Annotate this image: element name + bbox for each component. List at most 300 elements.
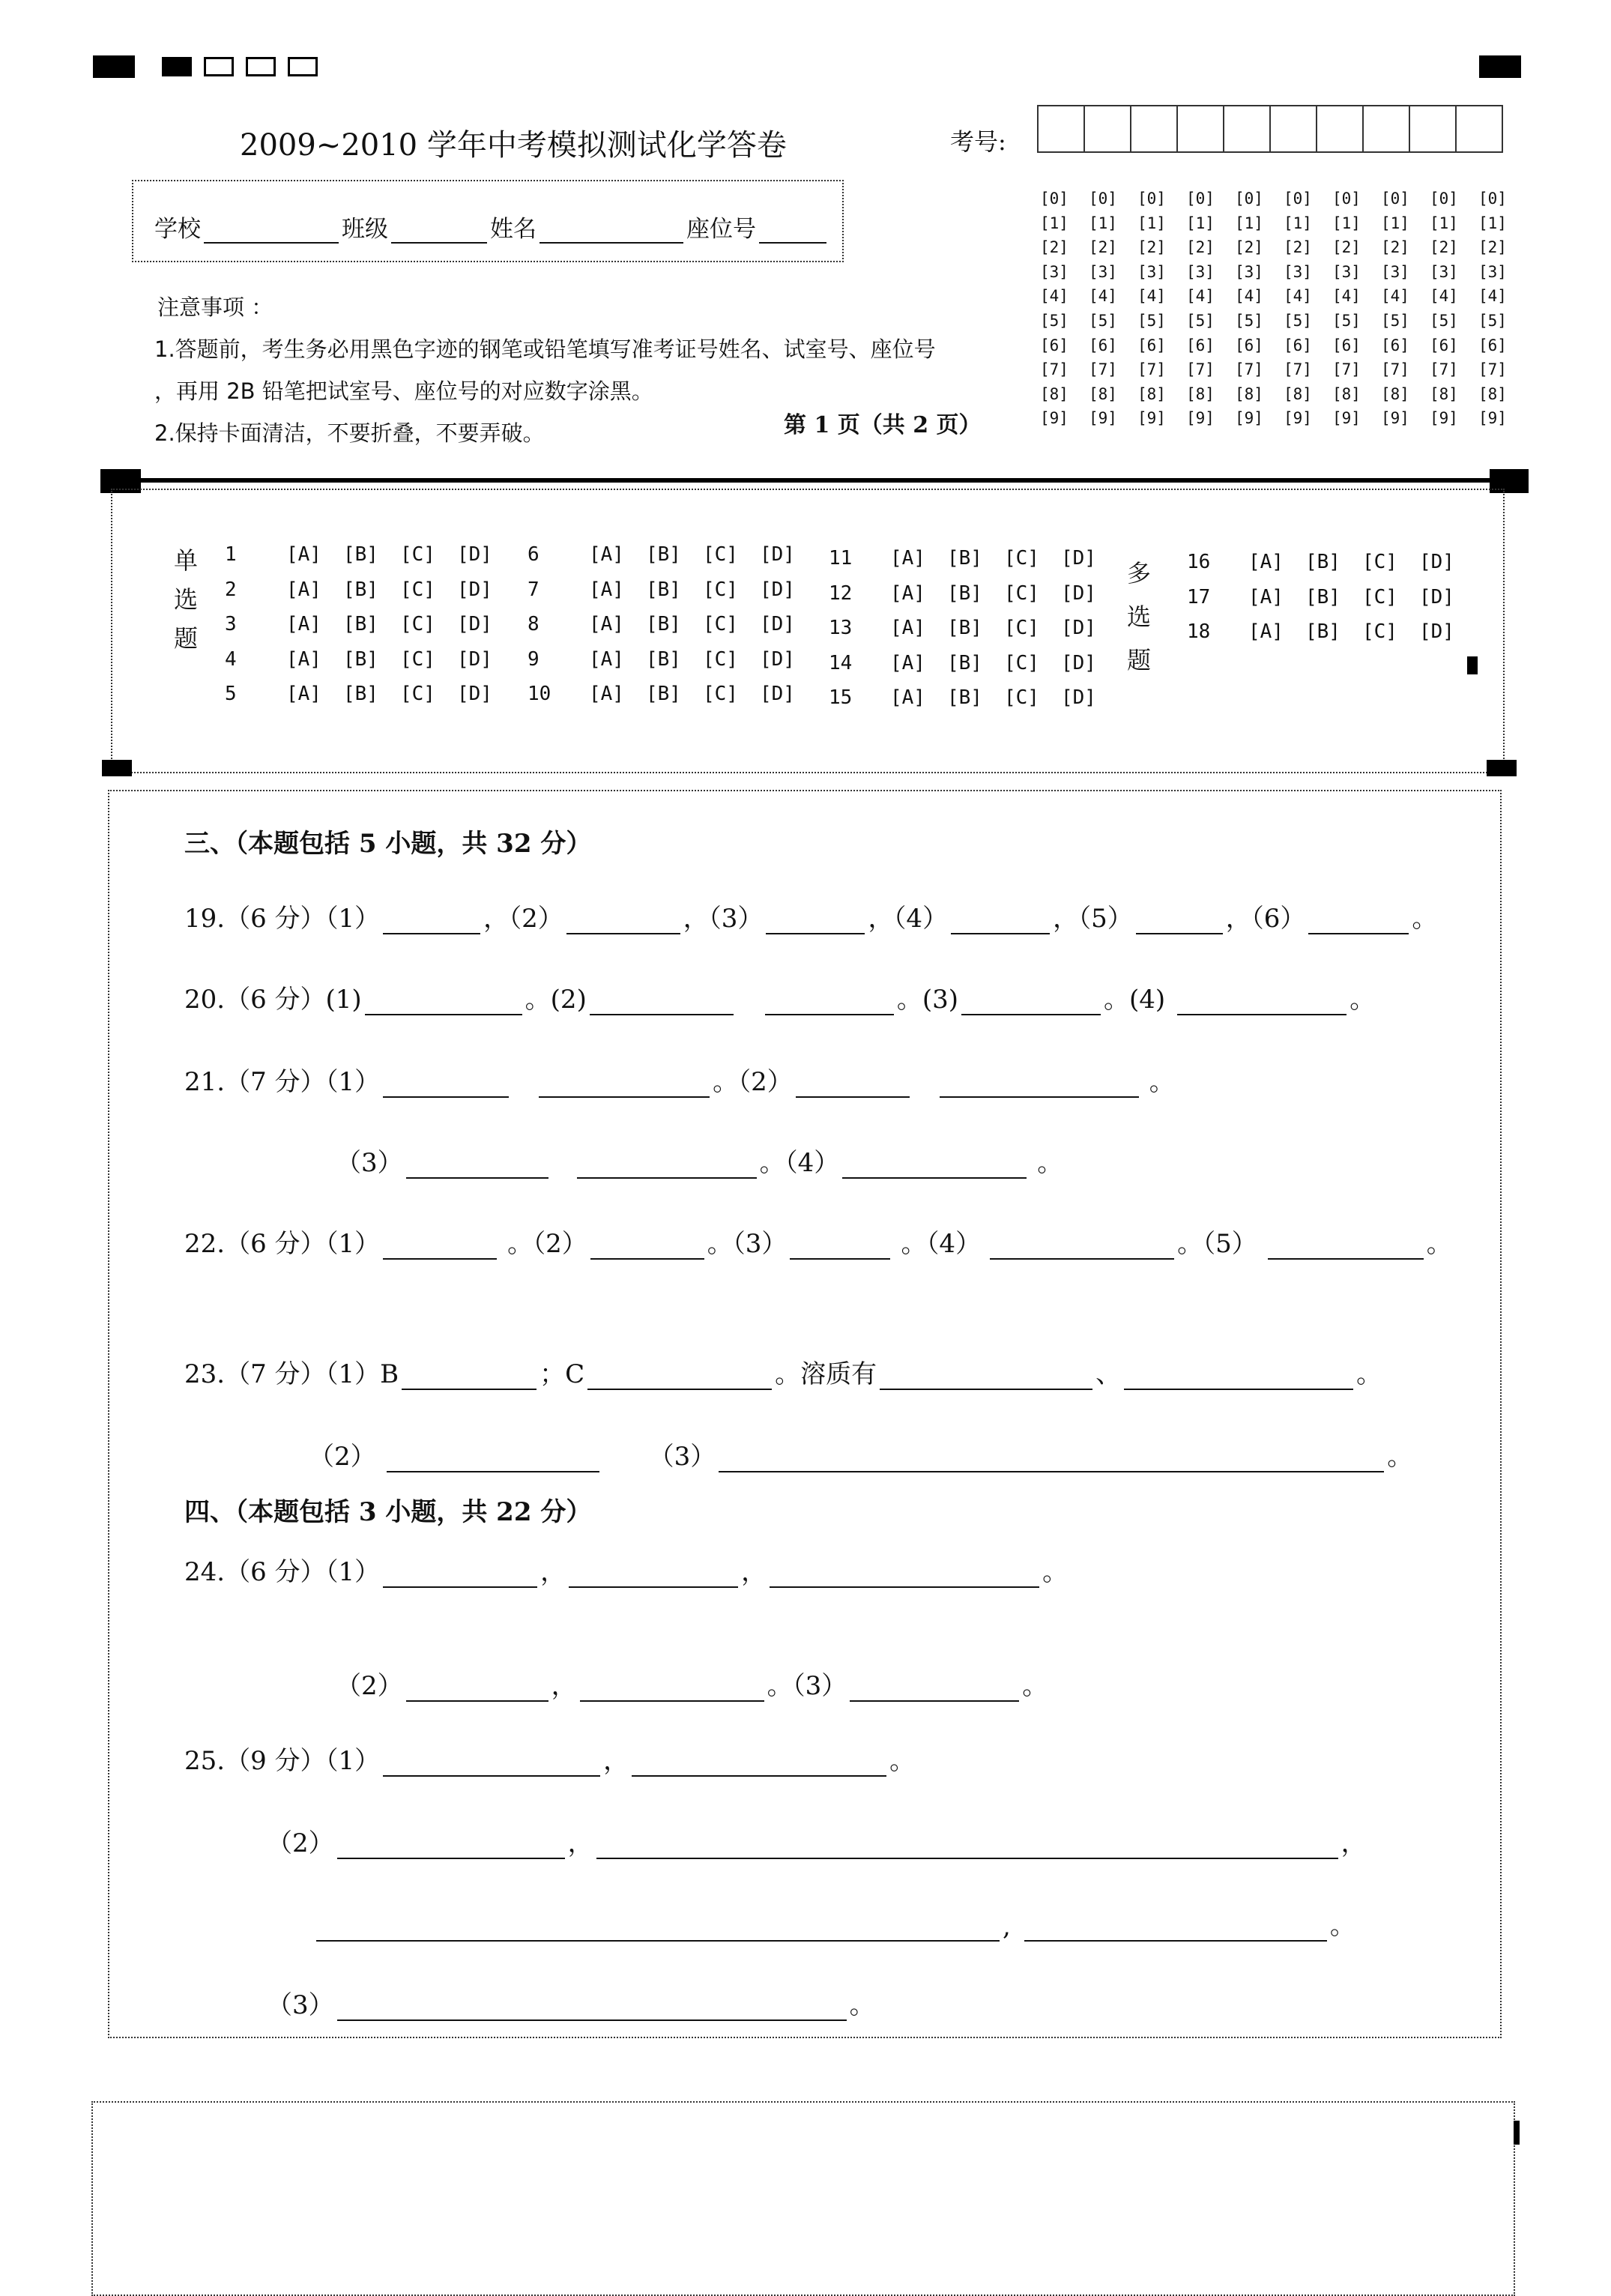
mc-question-number: 5 [225, 683, 237, 706]
id-bubble[interactable]: [5] [1430, 311, 1458, 330]
mc-option-bubble[interactable]: [C] [400, 683, 435, 706]
id-bubble[interactable]: [9] [1089, 409, 1117, 428]
mc-option-bubble[interactable]: [A] [589, 683, 624, 706]
mc-question-number: 9 [528, 647, 539, 671]
mc-option-bubble[interactable]: [D] [1061, 547, 1096, 570]
id-bubble[interactable]: [8] [1040, 384, 1069, 403]
mc-question-number: 8 [528, 613, 539, 636]
answer-line[interactable] [539, 1069, 710, 1098]
answer-line[interactable] [850, 1673, 1019, 1702]
notes-line-2: ，再用 2B 铅笔把试室号、座位号的对应数字涂黑。 [154, 378, 653, 404]
id-bubble[interactable]: [7] [1040, 360, 1069, 379]
question-21-part-a: 21.（7 分）（1） 。（2） 。 [184, 1067, 1175, 1097]
id-bubble[interactable]: [5] [1284, 311, 1312, 330]
seat-field[interactable] [759, 215, 826, 244]
id-bubble[interactable]: [7] [1137, 360, 1166, 379]
answer-line[interactable] [580, 1673, 764, 1702]
id-bubble[interactable]: [7] [1332, 360, 1361, 379]
mc-option-bubble[interactable]: [C] [1362, 551, 1397, 574]
answer-line[interactable] [383, 1559, 537, 1588]
id-bubble[interactable]: [1] [1430, 214, 1458, 232]
question-22: 22.（6 分）（1） 。（2） 。（3） 。（4） 。（5） 。 [184, 1229, 1452, 1259]
mc-question-row [225, 677, 514, 712]
id-bubble-row [1040, 333, 1527, 358]
mc-column-1[interactable] [225, 537, 514, 712]
id-bubble[interactable]: [3] [1381, 262, 1409, 281]
answer-line[interactable] [719, 1444, 1384, 1472]
question-24-part-b: （2） ， 。（3） 。 [336, 1671, 1048, 1701]
mc-option-bubble[interactable]: [A] [286, 543, 321, 567]
exam-number-cells[interactable] [1039, 105, 1503, 153]
id-bubble[interactable]: [3] [1430, 262, 1458, 281]
id-bubble[interactable]: [3] [1478, 262, 1507, 281]
id-cell[interactable] [1409, 105, 1457, 153]
mc-question-row [528, 573, 817, 608]
answer-line[interactable] [765, 987, 894, 1015]
mc-question-row [1187, 580, 1476, 615]
id-bubble[interactable]: [4] [1137, 287, 1166, 306]
name-label: 姓名 [490, 216, 537, 243]
mc-question-number: 2 [225, 578, 237, 601]
mc-option-bubble[interactable]: [D] [760, 647, 795, 671]
id-bubble[interactable]: [6] [1137, 336, 1166, 354]
mc-option-bubble[interactable]: [B] [343, 647, 378, 671]
id-bubble[interactable]: [6] [1478, 336, 1507, 354]
id-bubble[interactable]: [6] [1089, 336, 1117, 354]
mc-option-bubble[interactable]: [B] [947, 547, 982, 570]
id-bubble[interactable]: [9] [1186, 409, 1215, 428]
answer-line[interactable] [596, 1831, 1338, 1859]
mc-option-bubble[interactable]: [D] [1061, 617, 1096, 640]
id-bubble[interactable]: [4] [1381, 287, 1409, 306]
id-bubble[interactable]: [8] [1089, 384, 1117, 403]
id-bubble[interactable]: [4] [1186, 287, 1215, 306]
mc-question-number: 18 [1187, 620, 1211, 644]
question-25-part-c: , 。 [313, 1905, 1355, 1942]
answer-line[interactable] [842, 1150, 1027, 1179]
id-bubble-row [1040, 357, 1527, 382]
mc-option-bubble[interactable]: [B] [947, 617, 982, 640]
answer-line[interactable] [383, 1069, 509, 1098]
id-bubble[interactable]: [3] [1284, 262, 1312, 281]
id-bubble[interactable]: [7] [1089, 360, 1117, 379]
answer-line[interactable] [880, 1362, 1092, 1390]
id-bubble[interactable]: [2] [1478, 238, 1507, 257]
mc-question-row [225, 573, 514, 608]
id-bubble[interactable]: [9] [1137, 409, 1166, 428]
answer-line[interactable] [406, 1673, 548, 1702]
id-bubble[interactable]: [7] [1430, 360, 1458, 379]
answer-line[interactable] [951, 906, 1050, 934]
id-bubble[interactable]: [4] [1089, 287, 1117, 306]
mc-question-number: 14 [829, 651, 853, 674]
id-bubble[interactable]: [3] [1137, 262, 1166, 281]
answer-line[interactable] [590, 987, 734, 1015]
id-bubble[interactable]: [8] [1381, 384, 1409, 403]
id-bubble[interactable]: [0] [1478, 190, 1507, 208]
mc-option-bubble[interactable]: [B] [947, 686, 982, 710]
mc-option-bubble[interactable]: [B] [343, 613, 378, 636]
mc-question-number: 3 [225, 613, 237, 636]
answer-line[interactable] [1308, 906, 1409, 934]
mc-question-number: 10 [528, 683, 551, 706]
page-mark-box [246, 57, 276, 76]
mc-option-bubble[interactable]: [C] [1004, 581, 1039, 605]
id-bubble[interactable]: [6] [1235, 336, 1263, 354]
mc-question-number: 12 [829, 581, 853, 605]
answer-line[interactable] [365, 987, 522, 1015]
seat-label: 座位号 [686, 216, 756, 243]
id-bubble[interactable]: [2] [1089, 238, 1117, 257]
mc-question-row [1187, 614, 1476, 650]
id-bubble[interactable]: [0] [1284, 190, 1312, 208]
id-bubble[interactable]: [2] [1235, 238, 1263, 257]
mc-question-row [528, 537, 817, 573]
answer-line[interactable] [961, 987, 1101, 1015]
id-bubble[interactable]: [8] [1478, 384, 1507, 403]
answer-line[interactable] [940, 1069, 1139, 1098]
mc-option-bubble[interactable]: [C] [1362, 620, 1397, 644]
answer-line[interactable] [387, 1444, 599, 1472]
answer-line[interactable] [402, 1362, 537, 1390]
id-bubble-row [1040, 187, 1527, 211]
mc-option-bubble[interactable]: [A] [286, 613, 321, 636]
answer-line[interactable] [383, 906, 480, 934]
page-mark-box [204, 57, 234, 76]
mc-option-bubble[interactable]: [A] [890, 651, 925, 674]
mc-question-row [225, 537, 514, 573]
answer-line[interactable] [1136, 906, 1223, 934]
timing-mark [93, 55, 135, 78]
id-bubble[interactable]: [0] [1186, 190, 1215, 208]
id-cell[interactable] [1362, 105, 1410, 153]
mc-option-bubble[interactable]: [D] [457, 647, 492, 671]
mc-question-row [528, 607, 817, 642]
id-bubble[interactable]: [6] [1381, 336, 1409, 354]
mc-column-2[interactable] [528, 537, 817, 712]
id-cell[interactable] [1130, 105, 1178, 153]
section-3-heading: 三、（本题包括 5 小题，共 32 分） [184, 829, 592, 859]
mc-option-bubble[interactable]: [D] [760, 613, 795, 636]
id-bubble[interactable]: [5] [1235, 311, 1263, 330]
answer-line[interactable] [587, 1362, 772, 1390]
mc-option-bubble[interactable]: [A] [589, 578, 624, 601]
id-bubble[interactable]: [1] [1235, 214, 1263, 232]
name-field[interactable] [539, 215, 683, 244]
mc-question-row [829, 611, 1118, 646]
id-bubble[interactable]: [2] [1430, 238, 1458, 257]
id-bubble[interactable]: [0] [1381, 190, 1409, 208]
mc-option-bubble[interactable]: [A] [1248, 551, 1284, 574]
mc-option-bubble[interactable]: [C] [1004, 547, 1039, 570]
mc-option-bubble[interactable]: [D] [1061, 581, 1096, 605]
id-bubble[interactable]: [9] [1040, 409, 1069, 428]
mc-option-bubble[interactable]: [D] [760, 543, 795, 567]
answer-line[interactable] [577, 1150, 757, 1179]
id-bubble[interactable]: [2] [1186, 238, 1215, 257]
timing-mark [162, 57, 192, 76]
answer-line[interactable] [566, 906, 680, 934]
id-bubble[interactable]: [6] [1284, 336, 1312, 354]
id-bubble[interactable]: [0] [1332, 190, 1361, 208]
question-21-part-b: （3） 。（4） 。 [336, 1148, 1063, 1178]
id-bubble[interactable]: [9] [1235, 409, 1263, 428]
id-bubble-row [1040, 382, 1527, 407]
answer-line[interactable] [337, 1831, 565, 1859]
id-bubble[interactable]: [2] [1137, 238, 1166, 257]
id-bubble[interactable]: [1] [1332, 214, 1361, 232]
id-cell[interactable] [1037, 105, 1085, 153]
id-bubble-row [1040, 211, 1527, 236]
answer-line[interactable] [1024, 1913, 1327, 1942]
id-bubble[interactable]: [3] [1089, 262, 1117, 281]
mc-option-bubble[interactable]: [B] [646, 647, 681, 671]
mc-option-bubble[interactable]: [A] [1248, 585, 1284, 608]
mc-option-bubble[interactable]: [A] [286, 647, 321, 671]
mc-option-bubble[interactable]: [C] [1004, 617, 1039, 640]
mc-option-bubble[interactable]: [A] [1248, 620, 1284, 644]
id-bubble[interactable]: [5] [1040, 311, 1069, 330]
mc-option-bubble[interactable]: [A] [286, 578, 321, 601]
mc-question-row [225, 642, 514, 677]
mc-option-bubble[interactable]: [B] [947, 651, 982, 674]
mc-option-bubble[interactable]: [D] [1061, 651, 1096, 674]
multi-choice-label: 多 选 题 [1126, 559, 1151, 674]
notes-line-1: 1.答题前，考生务必用黑色字迹的钢笔或铅笔填写准考证号姓名、试室号、座位号 [154, 336, 936, 362]
mc-option-bubble[interactable]: [C] [703, 543, 738, 567]
question-19: 19.（6 分）（1） ，（2） ，（3） ，（4） ，（5） ，（6） 。 [184, 904, 1438, 934]
id-cell[interactable] [1223, 105, 1271, 153]
mc-option-bubble[interactable]: [B] [1305, 585, 1341, 608]
id-cell[interactable] [1269, 105, 1317, 153]
id-bubble[interactable]: [5] [1381, 311, 1409, 330]
mc-option-bubble[interactable]: [C] [703, 578, 738, 601]
id-bubble[interactable]: [1] [1478, 214, 1507, 232]
id-bubble[interactable]: [4] [1235, 287, 1263, 306]
id-cell[interactable] [1455, 105, 1503, 153]
school-field[interactable] [204, 215, 339, 244]
mc-question-number: 11 [829, 547, 853, 570]
mc-question-row [1187, 545, 1476, 580]
id-bubble[interactable]: [8] [1186, 384, 1215, 403]
id-bubble[interactable]: [9] [1381, 409, 1409, 428]
mc-option-bubble[interactable]: [B] [646, 683, 681, 706]
id-bubble[interactable]: [2] [1040, 238, 1069, 257]
id-bubble[interactable]: [7] [1284, 360, 1312, 379]
question-24-part-a: 24.（6 分）（1） ， ， 。 [184, 1557, 1069, 1587]
id-bubble[interactable]: [5] [1089, 311, 1117, 330]
id-cell[interactable] [1083, 105, 1131, 153]
mc-option-bubble[interactable]: [D] [760, 683, 795, 706]
id-bubble[interactable]: [6] [1332, 336, 1361, 354]
answer-line[interactable] [383, 1748, 600, 1777]
answer-line[interactable] [766, 906, 865, 934]
id-bubble[interactable]: [2] [1332, 238, 1361, 257]
question-23-part-a: 23.（7 分）（1）B ；C 。溶质有 、 。 [184, 1359, 1382, 1389]
mc-option-bubble[interactable]: [C] [400, 578, 435, 601]
id-bubble[interactable]: [5] [1478, 311, 1507, 330]
answer-line[interactable] [590, 1231, 704, 1260]
mc-question-number: 15 [829, 686, 853, 710]
answer-line[interactable] [316, 1913, 1000, 1942]
mc-option-bubble[interactable]: [B] [947, 581, 982, 605]
mc-option-bubble[interactable]: [D] [457, 543, 492, 567]
id-bubble[interactable]: [4] [1040, 287, 1069, 306]
id-bubble-row [1040, 309, 1527, 333]
id-bubble[interactable]: [9] [1430, 409, 1458, 428]
id-bubble[interactable]: [0] [1430, 190, 1458, 208]
answer-line[interactable] [1124, 1362, 1353, 1390]
mc-option-bubble[interactable]: [B] [343, 683, 378, 706]
question-23-part-b: （2） （3） 。 [309, 1442, 1413, 1472]
id-cell[interactable] [1176, 105, 1224, 153]
mc-column-3[interactable] [829, 541, 1118, 716]
answer-line[interactable] [790, 1231, 890, 1260]
mc-option-bubble[interactable]: [A] [890, 686, 925, 710]
mc-option-bubble[interactable]: [A] [589, 543, 624, 567]
id-bubble[interactable]: [2] [1284, 238, 1312, 257]
single-choice-label: 单 选 题 [173, 546, 198, 653]
id-bubble[interactable]: [1] [1089, 214, 1117, 232]
mc-option-bubble[interactable]: [C] [703, 683, 738, 706]
id-bubble[interactable]: [3] [1235, 262, 1263, 281]
id-bubble[interactable]: [4] [1332, 287, 1361, 306]
mc-option-bubble[interactable]: [A] [890, 617, 925, 640]
id-bubble[interactable]: [6] [1430, 336, 1458, 354]
mc-option-bubble[interactable]: [A] [286, 683, 321, 706]
id-bubble[interactable]: [8] [1284, 384, 1312, 403]
id-bubble[interactable]: [8] [1332, 384, 1361, 403]
id-bubble[interactable]: [6] [1040, 336, 1069, 354]
mc-option-bubble[interactable]: [D] [457, 578, 492, 601]
mc-option-bubble[interactable]: [D] [760, 578, 795, 601]
id-bubble[interactable]: [7] [1478, 360, 1507, 379]
answer-line[interactable] [1268, 1231, 1424, 1260]
mc-option-bubble[interactable]: [A] [890, 547, 925, 570]
id-bubble[interactable]: [1] [1381, 214, 1409, 232]
mc-question-number: 1 [225, 543, 237, 567]
mc-option-bubble[interactable]: [D] [1419, 551, 1454, 574]
id-bubble[interactable]: [0] [1089, 190, 1117, 208]
mc-option-bubble[interactable]: [D] [457, 683, 492, 706]
id-bubble[interactable]: [4] [1478, 287, 1507, 306]
id-bubble[interactable]: [7] [1235, 360, 1263, 379]
mc-question-number: 13 [829, 617, 853, 640]
exam-number-bubbles[interactable] [1040, 187, 1527, 431]
id-bubble[interactable]: [0] [1137, 190, 1166, 208]
mc-option-bubble[interactable]: [A] [589, 647, 624, 671]
mc-option-bubble[interactable]: [C] [1004, 686, 1039, 710]
answer-line[interactable] [337, 1993, 847, 2021]
id-bubble[interactable]: [4] [1284, 287, 1312, 306]
mc-option-bubble[interactable]: [B] [646, 543, 681, 567]
answer-line[interactable] [990, 1231, 1174, 1260]
id-cell[interactable] [1316, 105, 1364, 153]
mc-option-bubble[interactable]: [B] [1305, 620, 1341, 644]
id-bubble[interactable]: [4] [1430, 287, 1458, 306]
mc-question-number: 17 [1187, 585, 1211, 608]
answer-line[interactable] [383, 1231, 497, 1260]
id-bubble[interactable]: [0] [1040, 190, 1069, 208]
mc-option-bubble[interactable]: [D] [1061, 686, 1096, 710]
class-field[interactable] [391, 215, 487, 244]
id-bubble[interactable]: [5] [1137, 311, 1166, 330]
mc-question-row [528, 642, 817, 677]
mc-option-bubble[interactable]: [C] [1004, 651, 1039, 674]
mc-option-bubble[interactable]: [C] [703, 613, 738, 636]
id-bubble[interactable]: [3] [1186, 262, 1215, 281]
timing-mark [1514, 2121, 1520, 2145]
mc-question-number: 6 [528, 543, 539, 567]
page-number: 第 1 页（共 2 页） [784, 412, 982, 438]
mc-option-bubble[interactable]: [C] [400, 543, 435, 567]
id-bubble[interactable]: [9] [1284, 409, 1312, 428]
id-bubble[interactable]: [5] [1186, 311, 1215, 330]
mc-question-number: 16 [1187, 551, 1211, 574]
answer-line[interactable] [770, 1559, 1039, 1588]
id-bubble[interactable]: [5] [1332, 311, 1361, 330]
mc-question-row [829, 680, 1118, 716]
mc-option-bubble[interactable]: [A] [890, 581, 925, 605]
id-bubble[interactable]: [9] [1478, 409, 1507, 428]
id-bubble[interactable]: [7] [1381, 360, 1409, 379]
answer-line[interactable] [796, 1069, 910, 1098]
notes-line-3: 2.保持卡面清洁，不要折叠，不要弄破。 [154, 420, 545, 446]
mc-option-bubble[interactable]: [B] [646, 613, 681, 636]
mc-option-bubble[interactable]: [B] [1305, 551, 1341, 574]
notes-title: 注意事项 ： [157, 294, 273, 320]
id-bubble[interactable]: [1] [1040, 214, 1069, 232]
mc-option-bubble[interactable]: [B] [343, 543, 378, 567]
mc-option-bubble[interactable]: [A] [589, 613, 624, 636]
id-bubble[interactable]: [0] [1235, 190, 1263, 208]
id-bubble[interactable]: [9] [1332, 409, 1361, 428]
separator-line [141, 478, 1490, 483]
mc-option-bubble[interactable]: [C] [1362, 585, 1397, 608]
mc-option-bubble[interactable]: [B] [343, 578, 378, 601]
mc-option-bubble[interactable]: [D] [1419, 585, 1454, 608]
id-bubble-row [1040, 235, 1527, 260]
question-25-part-b: （2） ， ， [267, 1828, 1367, 1858]
id-bubble[interactable]: [3] [1332, 262, 1361, 281]
id-bubble[interactable]: [8] [1430, 384, 1458, 403]
id-bubble[interactable]: [3] [1040, 262, 1069, 281]
answer-line[interactable] [569, 1559, 738, 1588]
mc-option-bubble[interactable]: [C] [400, 613, 435, 636]
id-bubble[interactable]: [1] [1137, 214, 1166, 232]
id-bubble-row [1040, 284, 1527, 309]
id-bubble[interactable]: [8] [1137, 384, 1166, 403]
id-bubble[interactable]: [2] [1381, 238, 1409, 257]
mc-option-bubble[interactable]: [D] [1419, 620, 1454, 644]
id-bubble[interactable]: [8] [1235, 384, 1263, 403]
answer-line[interactable] [632, 1748, 886, 1777]
mc-option-bubble[interactable]: [C] [400, 647, 435, 671]
mc-option-bubble[interactable]: [C] [703, 647, 738, 671]
mc-option-bubble[interactable]: [D] [457, 613, 492, 636]
mc-question-row [225, 607, 514, 642]
id-bubble[interactable]: [1] [1284, 214, 1312, 232]
id-bubble[interactable]: [1] [1186, 214, 1215, 232]
id-bubble[interactable]: [6] [1186, 336, 1215, 354]
timing-mark [1479, 55, 1521, 78]
timing-mark [1487, 760, 1517, 776]
answer-line[interactable] [406, 1150, 548, 1179]
mc-column-4[interactable] [1187, 545, 1476, 650]
mc-option-bubble[interactable]: [B] [646, 578, 681, 601]
answer-line[interactable] [1177, 987, 1346, 1015]
id-bubble[interactable]: [7] [1186, 360, 1215, 379]
